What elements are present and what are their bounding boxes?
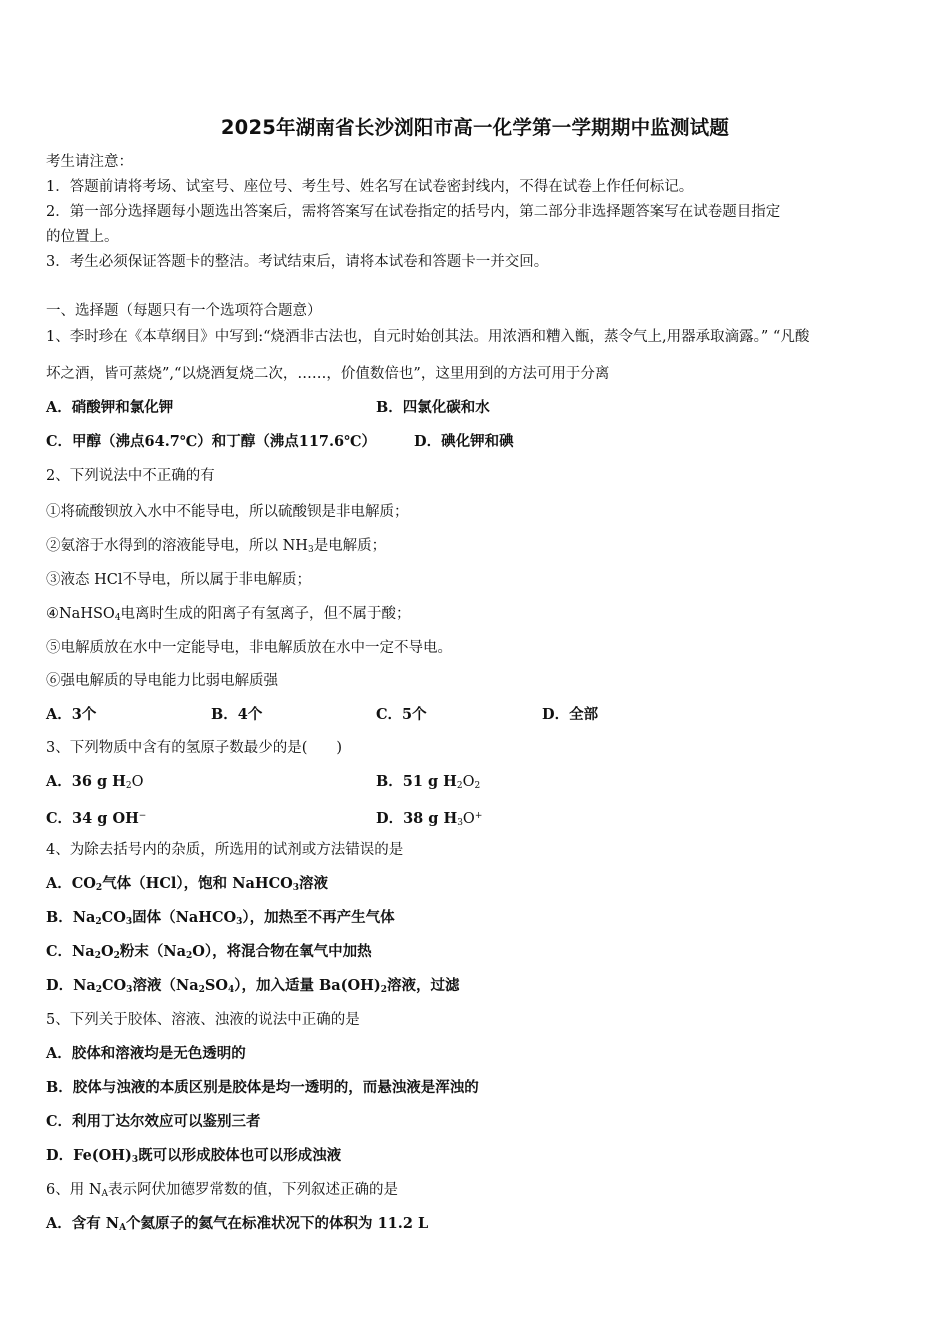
q2-statement-3: ③液态 HCl不导电，所以属于非电解质； bbox=[46, 572, 311, 588]
q3-stem: 3、下列物质中含有的氢原子数最少的是( ) bbox=[46, 740, 343, 756]
q1-option-a: A．硝酸钾和氯化钾 bbox=[46, 399, 174, 416]
q3-option-a: A．36 g $H_2O$ bbox=[46, 773, 144, 791]
q1-stem-line2: 坏之酒，皆可蒸烧”,“以烧酒复烧二次，……，价值数倍也”，这里用到的方法可用于分离 bbox=[46, 366, 610, 382]
q1-option-c: C．甲醇（沸点64.7℃）和丁醇（沸点117.6℃） bbox=[46, 433, 377, 450]
q1-stem-line1: 1、李时珍在《本草纲目》中写到:“烧酒非古法也，自元时始创其法。用浓酒和糟入甑，蒸令气上,用器承取滴露。” “凡酸 bbox=[46, 329, 810, 345]
notice-item-2: 2．第一部分选择题每小题选出答案后，需将答案写在试卷指定的括号内，第二部分非选择题答案写在试卷题目指定 bbox=[46, 204, 781, 220]
notice-item-1: 1．答题前请将考场、试室号、座位号、考生号、姓名写在试卷密封线内，不得在试卷上作任何标记。 bbox=[46, 179, 694, 195]
q4-stem: 4、为除去括号内的杂质，所选用的试剂或方法错误的是 bbox=[46, 842, 404, 858]
notice-heading: 考生请注意： bbox=[46, 154, 133, 170]
page-title: 2025年湖南省长沙浏阳市高一化学第一学期期中监测试题 bbox=[220, 116, 730, 139]
q1-option-d: D．碘化钾和碘 bbox=[414, 433, 514, 450]
q2-statement-6: ⑥强电解质的导电能力比弱电解质强 bbox=[46, 673, 278, 689]
q5-option-b: B．胶体与浊液的本质区别是胶体是均一透明的，而悬浊液是浑浊的 bbox=[46, 1079, 479, 1096]
section-heading: 一、选择题（每题只有一个选项符合题意） bbox=[46, 303, 322, 319]
q2-stem: 2、下列说法中不正确的有 bbox=[46, 468, 215, 484]
q2-statement-1: ①将硫酸钡放入水中不能导电，所以硫酸钡是非电解质； bbox=[46, 504, 409, 520]
q5-option-a: A．胶体和溶液均是无色透明的 bbox=[46, 1045, 246, 1062]
q1-option-b: B．四氯化碳和水 bbox=[376, 399, 490, 416]
q5-stem: 5、下列关于胶体、溶液、浊液的说法中正确的是 bbox=[46, 1012, 360, 1028]
q2-option-c: C．5个 bbox=[376, 706, 427, 723]
q4-option-b: B．$Na_2CO_3$固体（NaHCO$_3$），加热至不再产生气体 bbox=[46, 909, 395, 927]
q2-option-a: A．3个 bbox=[46, 706, 97, 723]
q2-statement-4: ④NaHSO$_4$电离时生成的阳离子有氢离子，但不属于酸； bbox=[46, 606, 411, 623]
q2-statement-2: ②氨溶于水得到的溶液能导电，所以 $NH_3$是电解质； bbox=[46, 538, 387, 555]
q4-option-c: C．$Na_2O_2$粉末$(Na_2O)$，将混合物在氧气中加热 bbox=[46, 943, 372, 961]
q3-option-b: B．51 g $H_2O_2$ bbox=[376, 773, 481, 791]
notice-item-2-cont: 的位置上。 bbox=[46, 229, 119, 245]
q2-option-b: B．4个 bbox=[211, 706, 263, 723]
q6-option-a: A．含有 $N_A$个氦原子的氦气在标准状况下的体积为 11.2 L bbox=[46, 1215, 429, 1233]
q2-option-d: D．全部 bbox=[542, 706, 599, 723]
q3-option-c: C．34 g OH− bbox=[46, 810, 147, 827]
q4-option-a: A．$CO_2$气体（HCl），饱和 NaHCO$_3$溶液 bbox=[46, 875, 329, 893]
q6-stem: 6、用 $N_A$表示阿伏加德罗常数的值，下列叙述正确的是 bbox=[46, 1182, 399, 1199]
q5-option-c: C．利用丁达尔效应可以鉴别三者 bbox=[46, 1113, 261, 1130]
notice-item-3: 3．考生必须保证答题卡的整洁。考试结束后，请将本试卷和答题卡一并交回。 bbox=[46, 254, 549, 270]
q5-option-d: D．$Fe(OH)_3$既可以形成胶体也可以形成浊液 bbox=[46, 1147, 342, 1165]
q4-option-d: D．$Na_2CO_3$溶液$(Na_2SO_4)$，加入适量 $Ba(OH)_2$溶液，过滤 bbox=[46, 977, 460, 995]
q2-statement-5: ⑤电解质放在水中一定能导电，非电解质放在水中一定不导电。 bbox=[46, 640, 452, 656]
q3-option-d: D．38 g $H_3O^+$ bbox=[376, 810, 483, 828]
